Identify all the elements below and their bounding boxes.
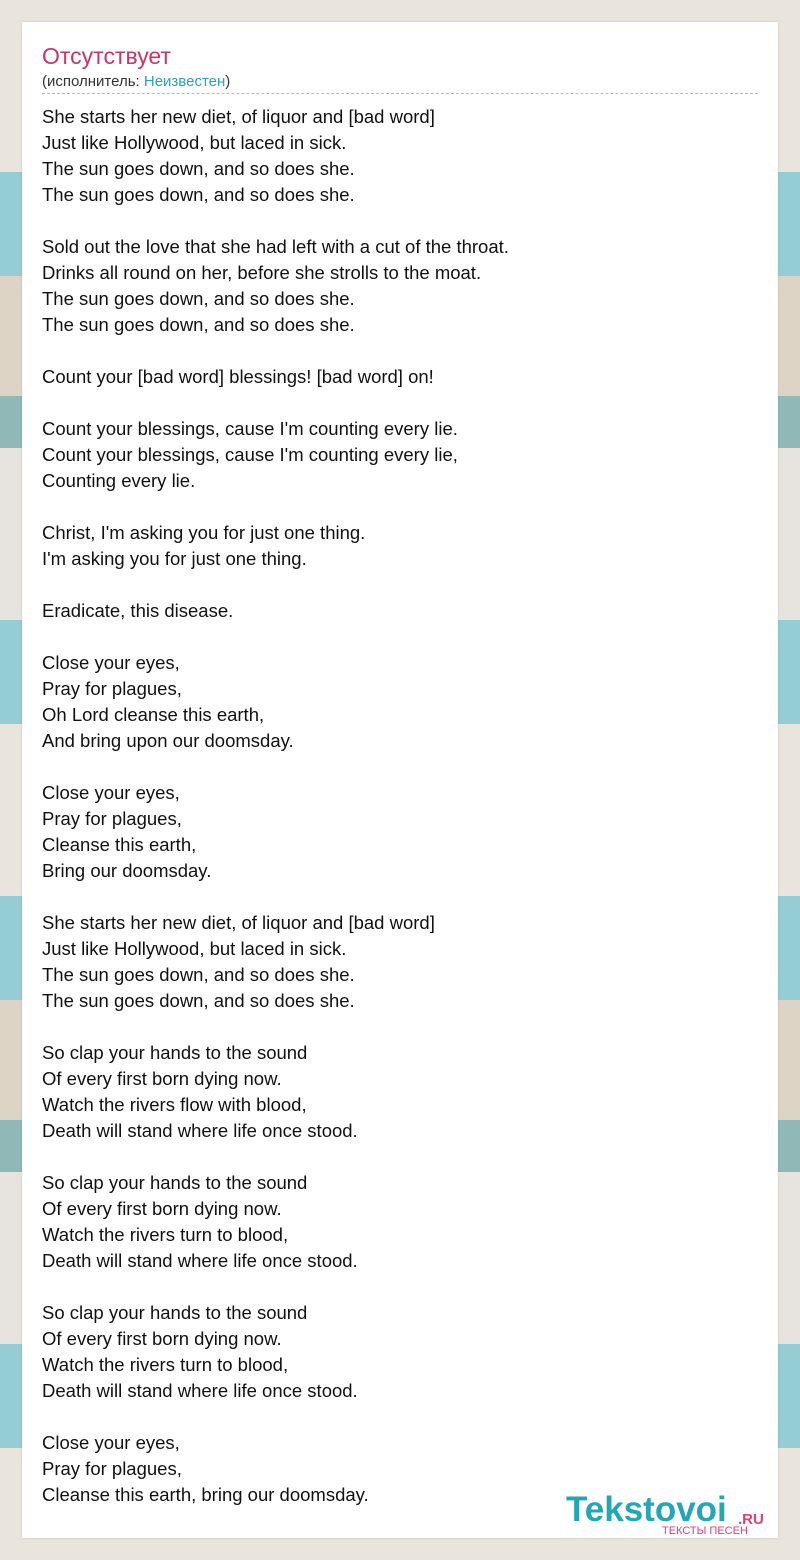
lyric-line: Count your [bad word] blessings! [bad word] on! bbox=[42, 366, 434, 387]
lyric-line: Pray for plagues, bbox=[42, 1458, 182, 1479]
lyric-blank-line bbox=[42, 208, 758, 234]
site-logo[interactable] bbox=[566, 1490, 776, 1540]
lyric-line: Pray for plagues, bbox=[42, 808, 182, 829]
lyric-blank-line bbox=[42, 624, 758, 650]
lyric-line: Of every first born dying now. bbox=[42, 1068, 282, 1089]
lyric-line: I'm asking you for just one thing. bbox=[42, 548, 307, 569]
lyric-line: The sun goes down, and so does she. bbox=[42, 314, 355, 335]
artist-suffix: ) bbox=[225, 73, 231, 90]
lyric-line: And bring upon our doomsday. bbox=[42, 730, 294, 751]
lyric-line: Death will stand where life once stood. bbox=[42, 1250, 358, 1271]
lyric-line: Close your eyes, bbox=[42, 782, 180, 803]
lyric-line: She starts her new diet, of liquor and [bad word] bbox=[42, 106, 435, 127]
artist-prefix: (исполнитель: bbox=[42, 73, 144, 90]
lyric-line: Drinks all round on her, before she strolls to the moat. bbox=[42, 262, 482, 283]
lyrics-card bbox=[22, 22, 778, 1538]
logo-wordmark: Tekstovoi bbox=[566, 1490, 727, 1529]
song-title: Отсутствует bbox=[42, 43, 171, 69]
lyric-line: The sun goes down, and so does she. bbox=[42, 158, 355, 179]
lyric-line: Eradicate, this disease. bbox=[42, 600, 234, 621]
lyric-line: Of every first born dying now. bbox=[42, 1198, 282, 1219]
lyric-line: Sold out the love that she had left with a cut of the throat. bbox=[42, 236, 509, 257]
lyric-line: Count your blessings, cause I'm counting every lie, bbox=[42, 444, 458, 465]
lyric-line: Death will stand where life once stood. bbox=[42, 1120, 358, 1141]
lyric-line: Close your eyes, bbox=[42, 1432, 180, 1453]
lyric-line: So clap your hands to the sound bbox=[42, 1172, 308, 1193]
lyric-blank-line bbox=[42, 884, 758, 910]
title-divider bbox=[42, 93, 758, 94]
logo-tld: .RU bbox=[738, 1511, 764, 1528]
lyric-blank-line bbox=[42, 754, 758, 780]
lyric-line: Watch the rivers turn to blood, bbox=[42, 1354, 289, 1375]
lyric-line: Watch the rivers turn to blood, bbox=[42, 1224, 289, 1245]
lyric-line: So clap your hands to the sound bbox=[42, 1302, 308, 1323]
lyric-line: Watch the rivers flow with blood, bbox=[42, 1094, 307, 1115]
lyric-line: Cleanse this earth, bring our doomsday. bbox=[42, 1484, 369, 1505]
lyric-line: Just like Hollywood, but laced in sick. bbox=[42, 132, 347, 153]
lyric-line: The sun goes down, and so does she. bbox=[42, 990, 355, 1011]
lyric-line: The sun goes down, and so does she. bbox=[42, 288, 355, 309]
lyric-line: Death will stand where life once stood. bbox=[42, 1380, 358, 1401]
lyric-blank-line bbox=[42, 1014, 758, 1040]
lyric-line: She starts her new diet, of liquor and [bad word] bbox=[42, 912, 435, 933]
lyric-line: Close your eyes, bbox=[42, 652, 180, 673]
lyric-blank-line bbox=[42, 572, 758, 598]
lyric-line: Christ, I'm asking you for just one thing. bbox=[42, 522, 366, 543]
lyric-line: Of every first born dying now. bbox=[42, 1328, 282, 1349]
lyric-line: Just like Hollywood, but laced in sick. bbox=[42, 938, 347, 959]
lyrics-text bbox=[42, 104, 758, 1508]
artist-line bbox=[42, 72, 230, 92]
lyric-line: So clap your hands to the sound bbox=[42, 1042, 308, 1063]
lyric-line: The sun goes down, and so does she. bbox=[42, 964, 355, 985]
lyric-blank-line bbox=[42, 494, 758, 520]
lyric-line: Bring our doomsday. bbox=[42, 860, 212, 881]
lyric-line: Pray for plagues, bbox=[42, 678, 182, 699]
lyric-line: Oh Lord cleanse this earth, bbox=[42, 704, 265, 725]
lyric-line: Counting every lie. bbox=[42, 470, 196, 491]
lyric-blank-line bbox=[42, 1144, 758, 1170]
lyric-blank-line bbox=[42, 390, 758, 416]
lyric-blank-line bbox=[42, 1404, 758, 1430]
artist-link[interactable]: Неизвестен bbox=[143, 73, 226, 90]
lyric-blank-line bbox=[42, 1274, 758, 1300]
lyric-line: The sun goes down, and so does she. bbox=[42, 184, 355, 205]
lyric-line: Count your blessings, cause I'm counting every lie. bbox=[42, 418, 458, 439]
lyric-blank-line bbox=[42, 338, 758, 364]
logo-tagline: ТЕКСТЫ ПЕСЕН bbox=[662, 1525, 748, 1537]
lyric-line: Cleanse this earth, bbox=[42, 834, 197, 855]
